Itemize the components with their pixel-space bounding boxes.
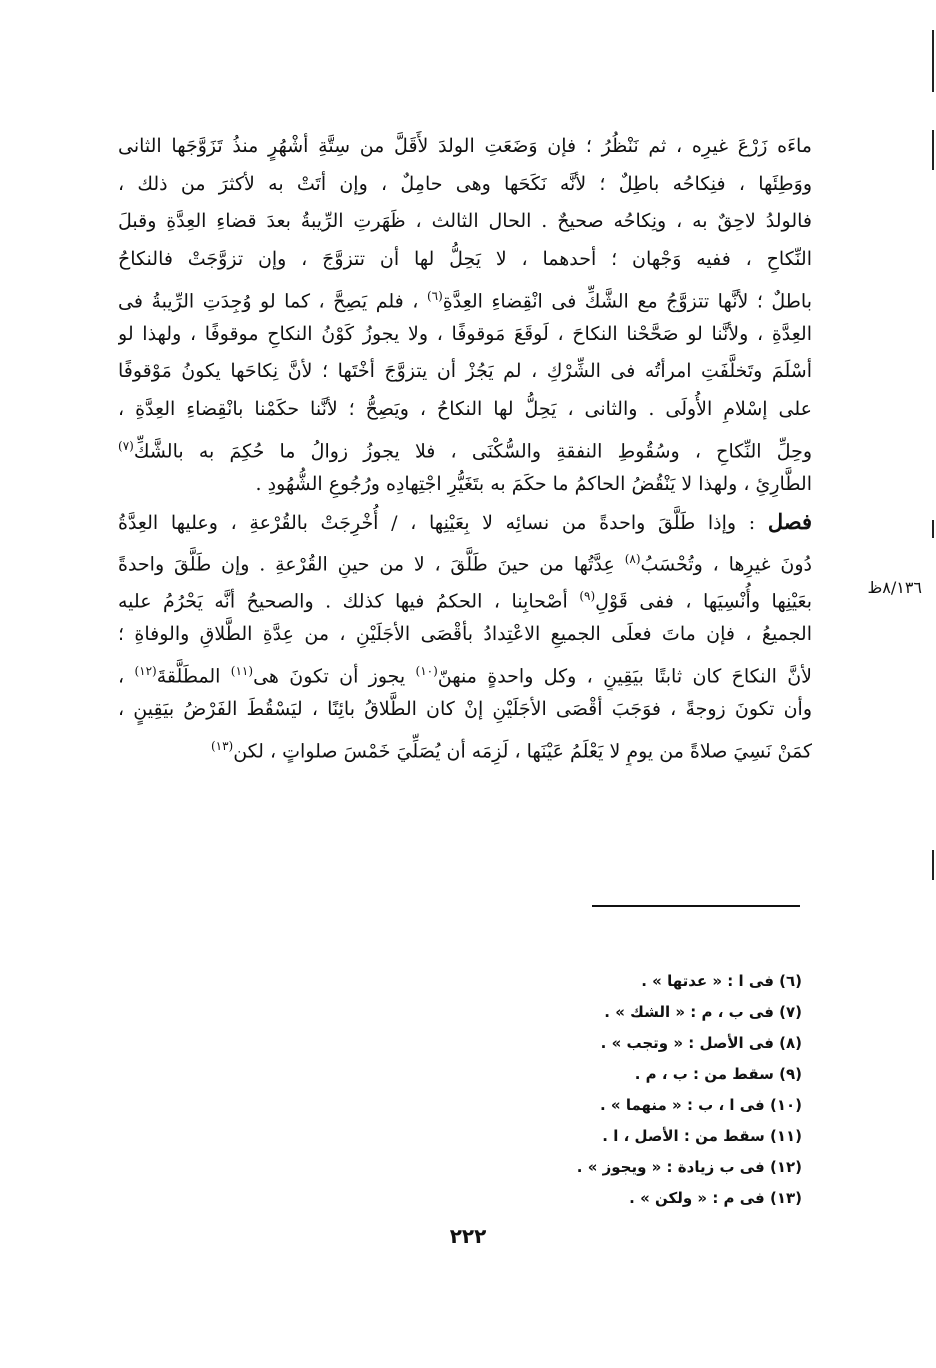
footnote: (١٣) فى م : « ولكن » . bbox=[629, 1189, 802, 1207]
text-line bbox=[118, 316, 812, 354]
text-line bbox=[118, 391, 812, 429]
footnote-marker: (١٣) bbox=[210, 739, 234, 753]
text-segment: ، فلم يَصِحَّ ، كما لو وُجِدَتِ الرِّيبةُ فى bbox=[118, 290, 427, 313]
footnote: (١٠) فى ا ، ب : « منهما » . bbox=[599, 1096, 802, 1114]
text-segment: المطَلَّقةَ bbox=[156, 665, 231, 688]
text-line bbox=[118, 203, 812, 241]
text-segment: أسْلَمَ وتَخلَّفَتِ امرأتُه فى الشِّرْكِ ، لم يَجُزْ أن يتزوَّجَ أخْتَها ؛ لأنَّ نِكاحَها يكونُ مَوْقوفًا bbox=[118, 360, 812, 382]
footnote-marker: (٩) bbox=[579, 589, 596, 603]
text-segment: يجوز أن تكونَ هى bbox=[253, 665, 416, 688]
footnote: (٩) سقط من : ب ، م . bbox=[634, 1065, 802, 1083]
footnotes-block bbox=[402, 966, 802, 1214]
text-segment: كمَنْ نَسِيَ صلاةً من يومٍ لا يَعْلَمُ عَيْنَها ، لَزِمَه أن يُصَلِّيَ خَمْسَ صلواتٍ ، لكن bbox=[233, 740, 812, 763]
text-line bbox=[118, 691, 812, 729]
text-line bbox=[118, 541, 812, 579]
text-segment: : وإذا طَلَّقَ واحدةً من نسائِه لا بِعَيْنِها ، / أُخْرِجَتْ بالقُرْعةِ ، وعليها العِدَّةُ bbox=[118, 512, 768, 534]
text-line bbox=[118, 503, 812, 541]
margin-manuscript-reference: ٨/١٣٦ظ bbox=[867, 578, 922, 597]
footnote: (١٢) فى ب زيادة : « ويجوز » . bbox=[576, 1158, 802, 1176]
text-line bbox=[118, 728, 812, 766]
text-segment: عِدَّتُها من حينَ طَلَّقَ ، لا من حينِ القُرْعةِ . وإن طَلَّقَ واحدةً bbox=[118, 552, 625, 575]
text-line bbox=[118, 166, 812, 204]
text-line bbox=[118, 428, 812, 466]
text-line bbox=[118, 128, 812, 166]
section-heading: فصل bbox=[767, 509, 812, 534]
footnote-marker: (٧) bbox=[118, 439, 134, 453]
text-line bbox=[118, 278, 812, 316]
text-segment: على إسْلامِ الأُولَى . والثانى ، يَحِلُّ لها النكاحُ ، ويَصِحُّ ؛ لأنَّنا حكَمْنا بانْقِضاءِ العِدَّةِ ، bbox=[118, 397, 812, 420]
text-segment: بعَيْنِها وأُنْسِيَها ، ففى قَوْلِ bbox=[595, 590, 812, 613]
text-segment: النِّكاحِ ، ففيه وَجْهان ؛ أحدهما ، لا يَحِلُّ لها أن تتزوَّجَ ، وإن تزوَّجَتْ فالنكاحُ bbox=[118, 247, 812, 270]
text-segment: أصْحابِنا ، الحكمُ فيها كذلك . والصحيحُ أنَّه يَحْرُمُ عليه bbox=[118, 590, 580, 613]
text-segment: الجميعُ ، فإن ماتَ فعلَى الجميعِ الاعْتِدادُ بأقْصَى الأجَلَيْنِ ، من عِدَّةِ الطَّلاقِ والوفاةِ ؛ bbox=[118, 622, 812, 645]
text-line bbox=[118, 241, 812, 279]
footnote-marker: (١١) bbox=[230, 664, 254, 678]
footnote-marker: (١٠) bbox=[415, 664, 438, 678]
page-number: ٢٢٢ bbox=[449, 1224, 487, 1248]
footnote: (٦) فى ا : « عدتها » . bbox=[641, 972, 802, 990]
footnote-separator bbox=[592, 905, 800, 907]
footnote-marker: (٨) bbox=[624, 551, 641, 566]
text-line bbox=[118, 578, 812, 616]
text-segment: ووَطِئَها ، فنِكاحُه باطِلٌ ؛ لأنَّه نَكَحَها وهى حامِلٌ ، وإن أتَتْ به لأكثرَ من ذلك ، bbox=[118, 172, 812, 195]
text-segment: وحِلِّ النِّكاحِ ، وسُقُوطِ النفقةِ والسُّكْنَى ، فلا يجوزُ زوالُ ما حُكِمَ به بالشَّكِّ bbox=[133, 440, 812, 463]
text-segment: ماءَه زَرْعَ غيرِه ، ثم نَنْظُرُ ؛ فإن وَضَعَتِ الولدَ لأَقَلَّ من سِتَّةِ أشْهُرٍ منذُ تَزَوَّجَها الثانى bbox=[118, 135, 812, 157]
text-line bbox=[118, 353, 812, 391]
main-text-block bbox=[118, 128, 812, 766]
text-segment: فالولدُ لاحِقٌ به ، ونِكاحُه صحيحٌ . الحال الثالث ، ظَهَرتِ الرِّيبةُ بعدَ قضاءِ العِدَّةِ وقبلَ bbox=[118, 210, 812, 232]
text-segment: العِدَّةِ ، ولأنَّنا لو صَحَّحْنا النكاحَ ، لَوقَعَ مَوقوفًا ، ولا يجوزُ كَوْنُ النكاحِ موقوفًا ، ولهذا لو bbox=[118, 322, 812, 345]
text-segment: دُونَ غيرِها ، وتُحْسَبُ bbox=[640, 552, 812, 575]
text-line bbox=[118, 616, 812, 654]
text-line bbox=[118, 653, 812, 691]
text-segment: باطلٌ ؛ لأنَّها تتزوَّجُ مع الشَّكِّ فى انْقِضاءِ العِدَّةِ bbox=[442, 290, 812, 313]
scan-edge-marks bbox=[930, 0, 936, 1368]
footnote-marker: (٦) bbox=[426, 289, 443, 303]
text-segment: لأنَّ النكاحَ كان ثابتًا بيَقِينٍ ، وكل واحدةٍ منهنّ bbox=[437, 665, 812, 688]
text-line bbox=[118, 466, 812, 504]
footnote-marker: (١٢) bbox=[134, 664, 157, 678]
footnote: (١١) سقط من : الأصل ، ا . bbox=[602, 1127, 802, 1145]
text-segment: وأن تكونَ زوجةً ، فوَجَبَ أقْصَى الأجَلَيْنِ إنْ كان الطَّلاقُ بائِنًا ، ليَسْقُطَ الفَرْضُ بيَقِينٍ ، bbox=[118, 697, 812, 720]
footnote: (٧) فى ب ، م : « الشك » . bbox=[604, 1003, 802, 1021]
footnote: (٨) فى الأصل : « وتجب » . bbox=[600, 1034, 802, 1052]
text-segment: ، bbox=[118, 665, 135, 688]
text-segment: الطَّارِئِ ، ولهذا لا يَنْقُضُ الحاكمُ ما حكَمَ به بتَغَيُّرِ اجْتِهادِه ورُجُوعِ الشُّهُودِ . bbox=[255, 472, 812, 495]
